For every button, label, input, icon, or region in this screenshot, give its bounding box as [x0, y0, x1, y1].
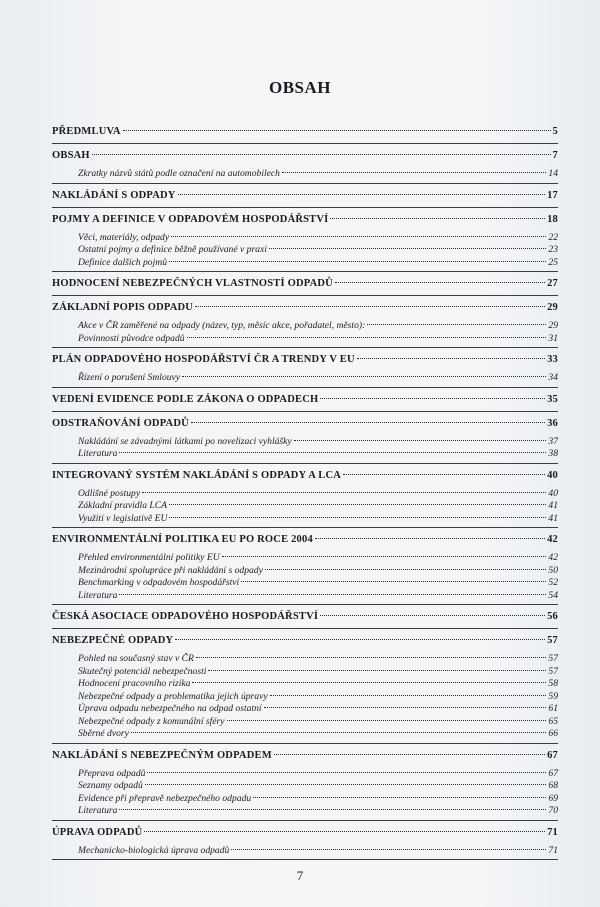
dot-leader: [119, 594, 546, 595]
section-divider: [52, 295, 558, 296]
toc-section-page: 57: [547, 635, 558, 646]
dot-leader: [144, 831, 545, 832]
toc-subsection-page: 65: [548, 715, 558, 727]
dot-leader: [269, 248, 547, 249]
toc-subsection: [52, 448, 558, 461]
dot-leader: [92, 154, 551, 155]
table-of-contents: [52, 122, 558, 862]
toc-subsection: [52, 244, 558, 257]
dot-leader: [315, 538, 545, 539]
dot-leader: [191, 422, 545, 423]
toc-subsection: [52, 436, 558, 449]
toc-subsection-page: 50: [548, 564, 558, 576]
dot-leader: [147, 772, 546, 773]
dot-leader: [182, 376, 546, 377]
toc-subsection: [52, 500, 558, 513]
toc-subsection: [52, 716, 558, 729]
section-divider: [52, 183, 558, 184]
toc-subsection: [52, 232, 558, 245]
toc-subsection-label: Odlišné postupy: [78, 487, 141, 499]
dot-leader: [196, 657, 547, 658]
toc-subsection-page: 57: [548, 665, 558, 677]
toc-subsection-label: Mezinárodní spolupráce při nakládání s odpady: [78, 564, 263, 576]
toc-section: [52, 466, 558, 485]
toc-section: [52, 298, 558, 317]
toc-section-label: ODSTRAŇOVÁNÍ ODPADŮ: [52, 417, 189, 429]
dot-leader: [169, 517, 546, 518]
toc-section-label: HODNOCENÍ NEBEZPEČNÝCH VLASTNOSTÍ ODPADŮ: [52, 278, 333, 289]
toc-subsection: [52, 768, 558, 781]
toc-subsection-label: Evidence při přepravě nebezpečného odpadu: [78, 792, 252, 804]
toc-section: [52, 530, 558, 549]
toc-subsection-page: 38: [548, 448, 558, 459]
toc-subsection-page: 67: [548, 767, 558, 779]
toc-section-label: ČESKÁ ASOCIACE ODPADOVÉHO HOSPODÁŘSTVÍ: [52, 611, 319, 622]
section-divider: [52, 143, 558, 144]
dot-leader: [274, 754, 545, 755]
toc-section: [52, 631, 558, 650]
toc-subsection-page: 58: [548, 678, 558, 689]
toc-section-label: INTEGROVANÝ SYSTÉM NAKLÁDÁNÍ S ODPADY A LCA: [52, 469, 342, 481]
toc-subsection-page: 68: [548, 780, 558, 791]
toc-subsection-page: 71: [548, 844, 558, 856]
toc-subsection-page: 59: [548, 690, 558, 702]
toc-subsection: [52, 678, 558, 691]
toc-subsection: [52, 805, 558, 818]
toc-subsection-page: 25: [548, 256, 558, 268]
toc-section-page: 71: [547, 826, 558, 838]
toc-subsection-label: Mechanicko-biologická úprava odpadů: [78, 844, 230, 856]
toc-subsection: [52, 333, 558, 346]
toc-section-page: 18: [547, 213, 558, 225]
section-divider: [52, 347, 558, 348]
toc-subsection: [52, 168, 558, 181]
dot-leader: [241, 581, 546, 582]
toc-subsection-label: Pohled na současný stav v ČR: [78, 653, 194, 664]
toc-subsection-label: Definice dalších pojmů: [78, 256, 167, 268]
dot-leader: [265, 569, 547, 570]
toc-subsection-page: 22: [548, 231, 558, 243]
section-divider: [52, 207, 558, 208]
toc-section: [52, 607, 558, 626]
toc-section-label: PLÁN ODPADOVÉHO HOSPODÁŘSTVÍ ČR A TRENDY V EU: [52, 354, 355, 365]
dot-leader: [208, 670, 546, 671]
dot-leader: [282, 172, 546, 173]
toc-subsection-label: Úprava odpadu nebezpečného na odpad ostatní: [78, 703, 262, 714]
toc-subsection-label: Přeprava odpadů: [78, 767, 146, 779]
toc-subsection-page: 14: [548, 168, 558, 179]
dot-leader: [253, 797, 546, 798]
toc-subsection: [52, 653, 558, 666]
toc-subsection: [52, 780, 558, 793]
toc-section-label: POJMY A DEFINICE V ODPADOVÉM HOSPODÁŘSTVÍ: [52, 213, 329, 225]
toc-section-page: 67: [547, 749, 558, 761]
toc-subsection-label: Přehled environmentální politiky EU: [78, 552, 220, 563]
toc-subsection: [52, 257, 558, 270]
dot-leader: [357, 358, 545, 359]
toc-section-page: 27: [547, 278, 558, 289]
toc-subsection-page: 61: [548, 703, 558, 714]
dot-leader: [142, 492, 546, 493]
dot-leader: [178, 194, 546, 195]
section-divider: [52, 463, 558, 464]
dot-leader: [175, 639, 545, 640]
toc-subsection-label: Základní pravidla LCA: [78, 500, 168, 511]
toc-subsection-page: 69: [548, 792, 558, 804]
toc-subsection-label: Hodnocení pracovního rizika: [78, 678, 191, 689]
toc-subsection: [52, 703, 558, 716]
toc-section-page: 35: [547, 393, 558, 405]
toc-subsection-page: 52: [548, 577, 558, 588]
toc-section-page: 56: [547, 611, 558, 622]
toc-subsection-label: Nakládání se závadnými látkami po novelizaci vyhlášky: [78, 435, 292, 447]
toc-section-page: 36: [547, 417, 558, 429]
toc-section: [52, 823, 558, 842]
toc-subsection-label: Řízení o porušení Smlouvy: [78, 372, 181, 383]
section-divider: [52, 628, 558, 629]
toc-subsection: [52, 565, 558, 578]
toc-subsection: [52, 793, 558, 806]
dot-leader: [343, 474, 545, 475]
toc-section-label: NAKLÁDÁNÍ S ODPADY: [52, 189, 176, 201]
section-divider: [52, 743, 558, 744]
toc-section-label: OBSAH: [52, 150, 90, 161]
toc-section-page: 40: [547, 469, 558, 481]
toc-subsection-label: Věci, materiály, odpady: [78, 231, 170, 243]
toc-subsection-label: Nebezpečné odpady a problematika jejich úpravy: [78, 690, 268, 702]
dot-leader: [367, 324, 546, 325]
dot-leader: [222, 556, 547, 557]
toc-subsection-label: Literatura: [78, 589, 118, 601]
dot-leader: [195, 306, 545, 307]
toc-section-label: PŘEDMLUVA: [52, 126, 121, 137]
toc-section-label: VEDENÍ EVIDENCE PODLE ZÁKONA O ODPADECH: [52, 393, 319, 405]
toc-subsection-label: Seznamy odpadů: [78, 780, 143, 791]
toc-section-page: 29: [547, 302, 558, 313]
toc-section: [52, 274, 558, 293]
dot-leader: [330, 218, 545, 219]
dot-leader: [171, 236, 546, 237]
toc-section-label: ENVIRONMENTÁLNÍ POLITIKA EU PO ROCE 2004: [52, 534, 313, 545]
toc-section-label: ZÁKLADNÍ POPIS ODPADU: [52, 302, 194, 313]
toc-subsection-label: Literatura: [78, 448, 118, 459]
toc-subsection-page: 23: [548, 244, 558, 255]
toc-subsection-label: Zkratky názvů států podle označení na automobilech: [78, 168, 280, 179]
toc-subsection-page: 41: [548, 500, 558, 511]
toc-section: [52, 122, 558, 141]
dot-leader: [264, 707, 547, 708]
dot-leader: [294, 440, 547, 441]
toc-section: [52, 146, 558, 165]
dot-leader: [270, 695, 547, 696]
toc-subsection-page: 40: [548, 487, 558, 499]
toc-subsection: [52, 577, 558, 590]
toc-section: [52, 414, 558, 433]
toc-subsection-label: Skutečný potenciál nebezpečnosti: [78, 665, 207, 677]
toc-subsection-label: Literatura: [78, 805, 118, 816]
toc-subsection: [52, 691, 558, 704]
section-divider: [52, 387, 558, 388]
toc-section: [52, 210, 558, 229]
toc-subsection-label: Nebezpečné odpady z komunální sféry: [78, 715, 225, 727]
toc-subsection: [52, 488, 558, 501]
toc-subsection: [52, 552, 558, 565]
toc-subsection-page: 70: [548, 805, 558, 816]
toc-subsection-page: 29: [548, 320, 558, 331]
dot-leader: [187, 337, 547, 338]
section-divider: [52, 859, 558, 860]
dot-leader: [131, 732, 547, 733]
toc-subsection: [52, 372, 558, 385]
dot-leader: [119, 809, 546, 810]
toc-subsection-label: Využití v legislativě EU: [78, 512, 168, 524]
section-divider: [52, 411, 558, 412]
toc-section: [52, 390, 558, 409]
toc-subsection: [52, 513, 558, 526]
dot-leader: [119, 452, 546, 453]
section-divider: [52, 604, 558, 605]
toc-subsection-label: Povinnosti původce odpadů: [78, 332, 185, 344]
toc-subsection-page: 42: [548, 552, 558, 563]
toc-subsection-page: 54: [548, 589, 558, 601]
dot-leader: [227, 720, 547, 721]
toc-subsection-label: Ostatní pojmy a definice běžně používané v praxi: [78, 244, 267, 255]
toc-section-page: 5: [552, 126, 558, 137]
toc-subsection: [52, 845, 558, 858]
toc-section-page: 17: [547, 189, 558, 201]
toc-section: [52, 186, 558, 205]
dot-leader: [320, 398, 545, 399]
toc-subsection-page: 41: [548, 512, 558, 524]
toc-subsection: [52, 728, 558, 741]
toc-section: [52, 350, 558, 369]
toc-section-page: 42: [547, 534, 558, 545]
toc-subsection-page: 34: [548, 372, 558, 383]
toc-section-label: NEBEZPEČNÉ ODPADY: [52, 635, 174, 646]
toc-section: [52, 746, 558, 765]
section-divider: [52, 820, 558, 821]
dot-leader: [123, 130, 551, 131]
dot-leader: [231, 849, 546, 850]
section-divider: [52, 271, 558, 272]
toc-subsection: [52, 666, 558, 679]
dot-leader: [145, 784, 547, 785]
dot-leader: [169, 504, 546, 505]
section-divider: [52, 527, 558, 528]
dot-leader: [320, 615, 545, 616]
toc-subsection: [52, 590, 558, 603]
toc-subsection-label: Sběrné dvory: [78, 728, 129, 739]
toc-subsection-page: 66: [548, 728, 558, 739]
toc-subsection: [52, 320, 558, 333]
page-title: OBSAH: [268, 78, 332, 97]
page-number: 7: [296, 868, 304, 883]
dot-leader: [335, 282, 545, 283]
toc-subsection-label: Akce v ČR zaměřené na odpady (název, typ, měsíc akce, pořadatel, město):: [78, 320, 366, 331]
toc-section-label: NAKLÁDÁNÍ S NEBEZPEČNÝM ODPADEM: [52, 749, 272, 761]
dot-leader: [192, 682, 546, 683]
toc-section-label: ÚPRAVA ODPADŮ: [52, 826, 143, 838]
toc-section-page: 33: [547, 354, 558, 365]
dot-leader: [169, 261, 546, 262]
toc-subsection-page: 57: [548, 653, 558, 664]
toc-section-page: 7: [552, 150, 558, 161]
toc-subsection-page: 31: [548, 332, 558, 344]
toc-subsection-page: 37: [548, 435, 558, 447]
toc-subsection-label: Benchmarking v odpadovém hospodářství: [78, 577, 240, 588]
